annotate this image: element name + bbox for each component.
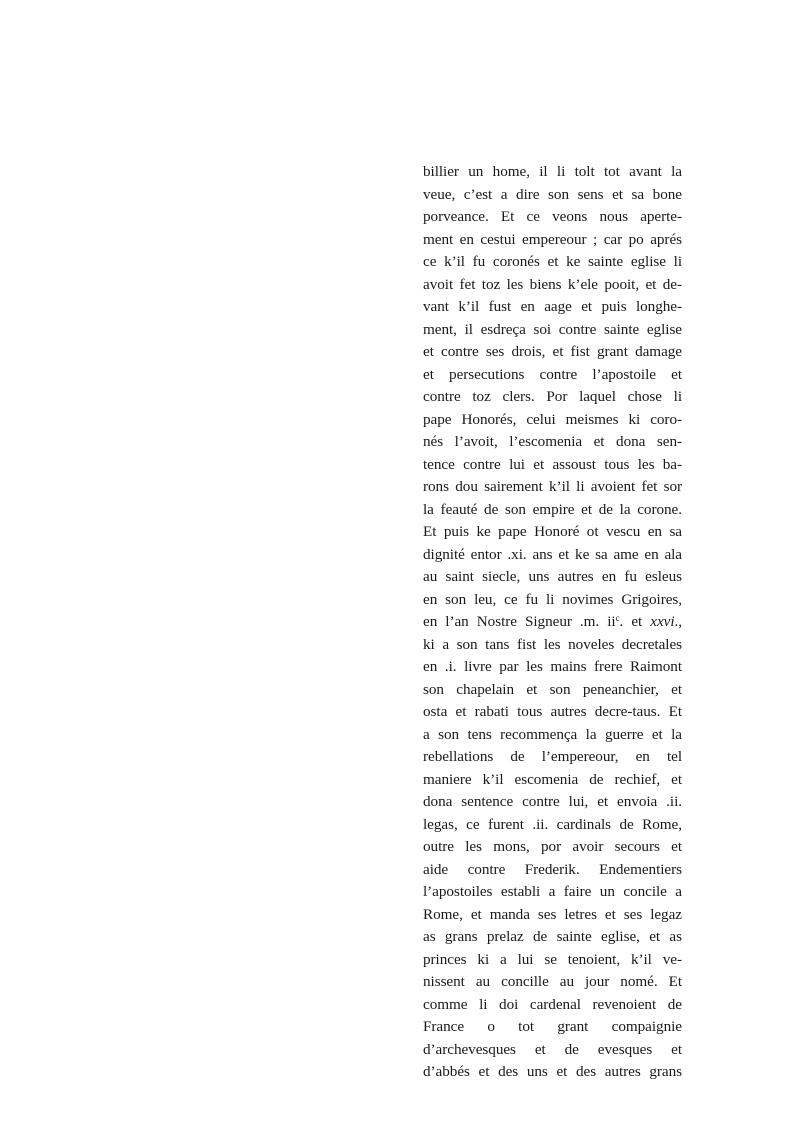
text-line: porveance. Et ce veons nous aperte- [423, 208, 682, 225]
date-middle: . et [619, 613, 651, 630]
text-line: dignité entor .xi. ans et ke sa ame en ala [423, 545, 682, 563]
text-line: la feauté de son empire et de la corone. [423, 500, 682, 518]
text-line: d’archevesques et de evesques et [423, 1040, 682, 1058]
text-line: l’apostoiles establi a faire un concile a [423, 883, 682, 900]
text-line: ment, il esdreça soi contre sainte eglise [423, 320, 682, 338]
text-line: ki a son tans fist les noveles decretales [423, 635, 682, 653]
text-line-date [423, 611, 682, 634]
date-prefix: en l’an Nostre Signeur .m. ii [423, 613, 616, 630]
text-line: tence contre lui et assoust tous les ba- [423, 455, 682, 473]
text-line: legas, ce furent .ii. cardinals de Rome, [423, 815, 682, 833]
text-line: aide contre Frederik. Endementiers [423, 860, 682, 878]
text-line: France o tot grant compaignie [423, 1018, 682, 1035]
italic-numeral: xxvi [650, 613, 675, 630]
text-line: billier un home, il li tolt tot avant la [423, 163, 682, 180]
text-line: et persecutions contre l’apostoile et [423, 365, 682, 383]
text-line: as grans prelaz de sainte eglise, et as [423, 928, 682, 945]
text-line: veue, c’est a dire son sens et sa bone [423, 185, 682, 203]
text-line: ce k’il fu coronés et ke sainte eglise li [423, 253, 682, 270]
text-line: Rome, et manda ses letres et ses legaz [423, 905, 682, 923]
text-line: dona sentence contre lui, et envoia .ii. [423, 793, 682, 810]
text-line: contre toz clers. Por laquel chose li [423, 388, 682, 405]
text-line: a son tens recommença la guerre et la [423, 725, 682, 743]
text-line: en .i. livre par les mains frere Raimont [423, 658, 682, 675]
text-line: osta et rabati tous autres decre-taus. Et [423, 703, 682, 720]
text-line: Et puis ke pape Honoré ot vescu en sa [423, 523, 682, 540]
text-line: outre les mons, por avoir secours et [423, 838, 682, 855]
text-line: et contre ses drois, et fist grant damage [423, 343, 682, 360]
text-column [423, 161, 682, 1084]
text-line: princes ki a lui se tenoient, k’il ve- [423, 950, 682, 968]
text-line: avoit fet toz les biens k’ele pooit, et de- [423, 275, 682, 293]
superscript-c: c [615, 613, 620, 623]
text-line: nés l’avoit, l’escomenia et dona sen- [423, 433, 682, 450]
text-line: maniere k’il escomenia de rechief, et [423, 770, 682, 788]
text-line: son chapelain et son peneanchier, et [423, 680, 682, 698]
text-line: vant k’il fust en aage et puis longhe- [423, 298, 682, 315]
text-line: d’abbés et des uns et des autres grans [423, 1063, 682, 1080]
date-suffix: ., [674, 613, 682, 630]
text-line: rons dou sairement k’il li avoient fet sor [423, 478, 682, 495]
text-line: pape Honorés, celui meismes ki coro- [423, 410, 682, 428]
text-line: au saint siecle, uns autres en fu esleus [423, 568, 682, 585]
text-line: nissent au concille au jour nomé. Et [423, 973, 682, 990]
text-line: en son leu, ce fu li novimes Grigoires, [423, 590, 682, 608]
text-line: rebellations de l’empereour, en tel [423, 748, 682, 765]
text-line: comme li doi cardenal revenoient de [423, 995, 682, 1013]
text-line: ment en cestui empereour ; car po aprés [423, 230, 682, 248]
